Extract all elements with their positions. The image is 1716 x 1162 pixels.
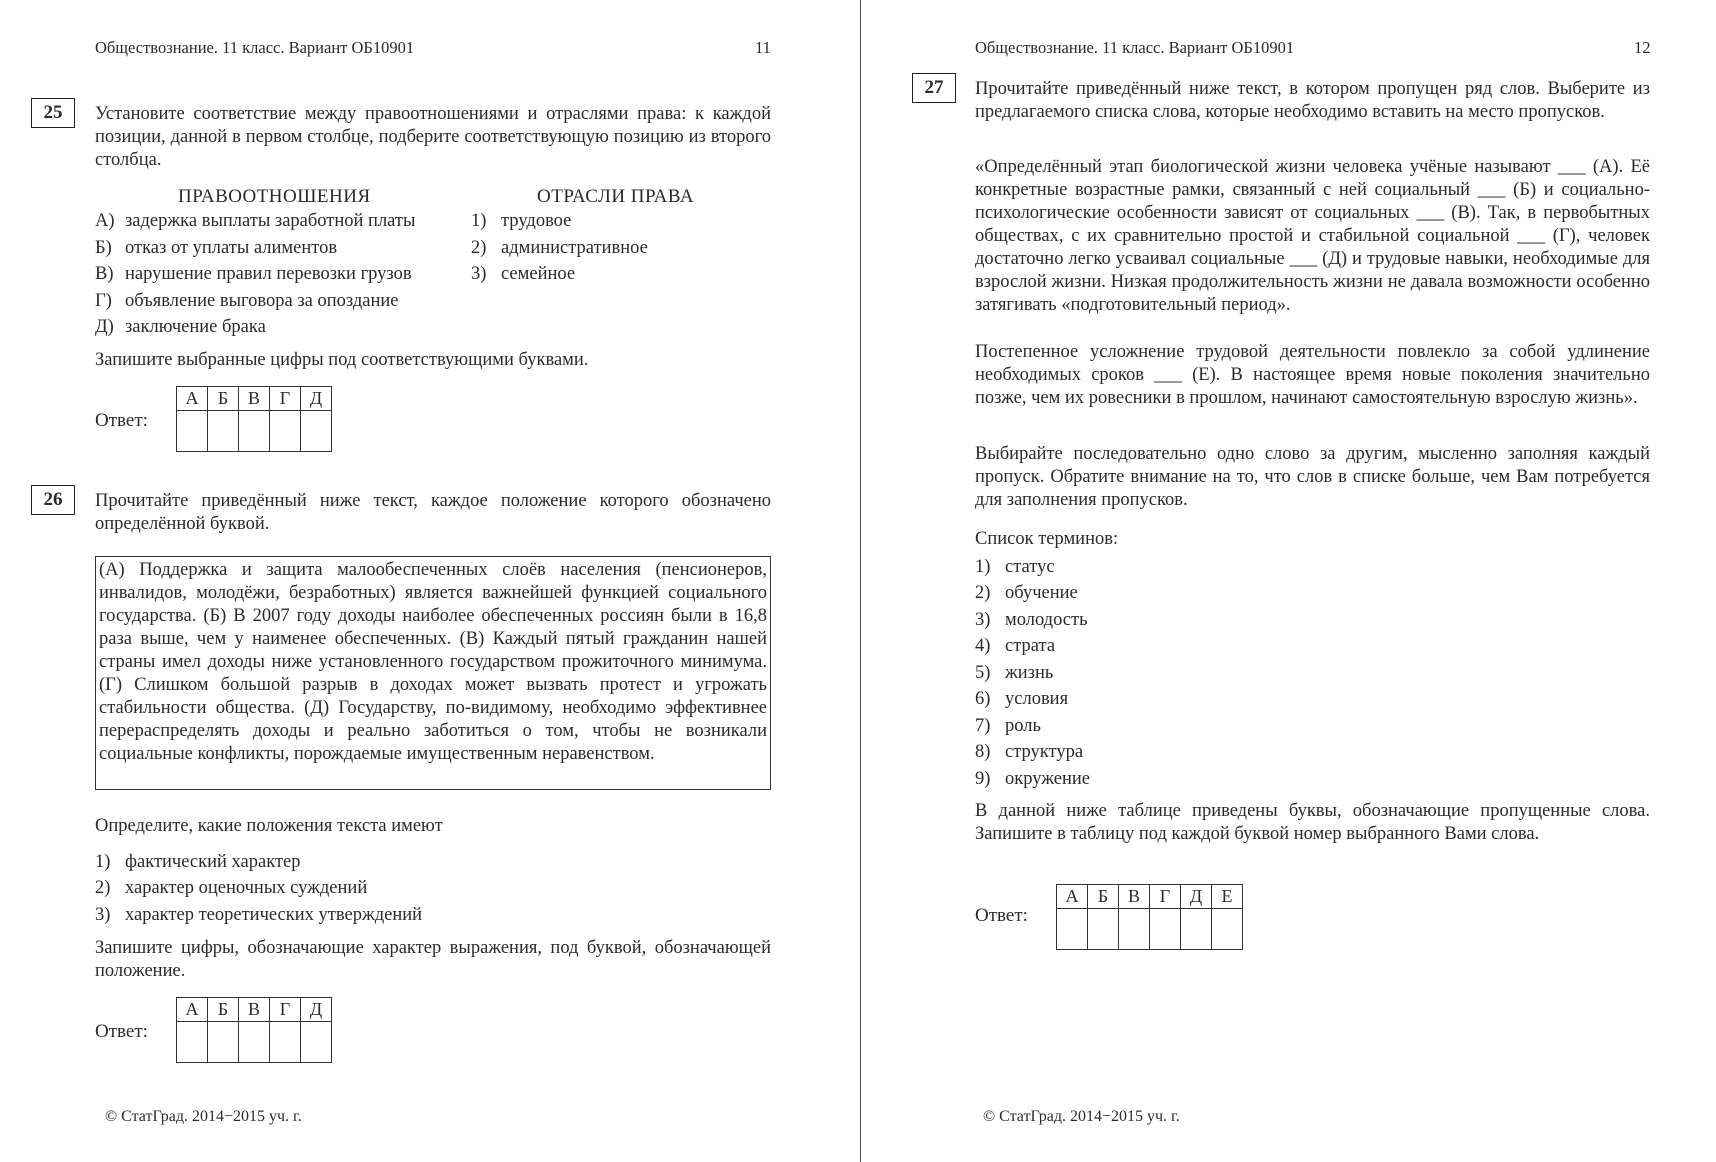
terms-title: Список терминов:	[975, 529, 1119, 549]
answer-letter: А	[1057, 885, 1088, 909]
right-page	[864, 0, 1716, 1162]
answer-cell[interactable]	[208, 411, 239, 452]
answer-label: Ответ:	[95, 1021, 148, 1042]
task26-instruction: Запишите цифры, обозначающие характер выражения, под буквой, обозначающей положение.	[95, 938, 771, 981]
answer-letter: Б	[208, 387, 239, 411]
task26-option: 3) характер теоретических утверждений	[95, 905, 423, 925]
answer-cell[interactable]	[301, 1022, 332, 1063]
task25-instruction: Запишите выбранные цифры под соответствующими буквами.	[95, 350, 589, 370]
answer-cell[interactable]	[1119, 909, 1150, 950]
page-header: Обществознание. 11 класс. Вариант ОБ10901	[95, 38, 415, 57]
task25-right-item: 2) административное	[471, 238, 648, 258]
task27-table-instruction: В данной ниже таблице приведены буквы, обозначающие пропущенные слова. Запишите в таблицу под каждой буквой номер выбранного Вами слова.	[975, 801, 1650, 844]
page-footer: © СтатГрад. 2014−2015 уч. г.	[105, 1108, 302, 1125]
answer-table-25	[176, 386, 332, 452]
answer-letter: В	[239, 998, 270, 1022]
answer-cell[interactable]	[239, 1022, 270, 1063]
term-item: 9) окружение	[975, 769, 1091, 789]
task25-right-item: 1) трудовое	[471, 211, 572, 231]
page-number: 11	[755, 38, 771, 57]
answer-label: Ответ:	[975, 905, 1028, 926]
task27-instruction: Выбирайте последовательно одно слово за другим, мысленно заполняя каждый пропуск. Обратите внимание на то, что слов в списке больше, чем Вам потребуется для заполнения пропусков.	[975, 444, 1650, 510]
answer-letter: В	[1119, 885, 1150, 909]
task25-col2-header: ОТРАСЛИ ПРАВА	[537, 186, 695, 207]
answer-letter: Г	[270, 998, 301, 1022]
page-header: Обществознание. 11 класс. Вариант ОБ10901	[975, 38, 1295, 57]
answer-letter: Б	[208, 998, 239, 1022]
task25-left-item: В) нарушение правил перевозки грузов	[95, 264, 412, 284]
task-number-26: 26	[31, 485, 75, 515]
task25-left-item: Г) объявление выговора за опоздание	[95, 291, 399, 311]
answer-table-26	[176, 997, 332, 1063]
answer-letter: Д	[301, 998, 332, 1022]
answer-letter: А	[177, 998, 208, 1022]
answer-cell[interactable]	[208, 1022, 239, 1063]
answer-letter: Б	[1088, 885, 1119, 909]
answer-letter: Г	[270, 387, 301, 411]
page-divider	[860, 0, 861, 1162]
answer-cell[interactable]	[270, 1022, 301, 1063]
term-item: 8) структура	[975, 742, 1084, 762]
task25-intro: Установите соответствие между правоотношениями и отраслями права: к каждой позиции, данной в первом столбце, подберите соответствующую позицию из второго столбца.	[95, 104, 771, 170]
answer-cell[interactable]	[270, 411, 301, 452]
page-number: 12	[1634, 38, 1651, 57]
task26-option: 1) фактический характер	[95, 852, 301, 872]
term-item: 6) условия	[975, 689, 1069, 709]
answer-letter: Д	[301, 387, 332, 411]
answer-cell[interactable]	[301, 411, 332, 452]
task27-intro: Прочитайте приведённый ниже текст, в котором пропущен ряд слов. Выберите из предлагаемого списка слова, которые необходимо вставить на место пропусков.	[975, 79, 1650, 122]
term-item: 2) обучение	[975, 583, 1078, 603]
term-item: 1) статус	[975, 557, 1055, 577]
answer-letter: Д	[1181, 885, 1212, 909]
term-item: 5) жизнь	[975, 663, 1054, 683]
answer-label: Ответ:	[95, 410, 148, 431]
task26-intro: Прочитайте приведённый ниже текст, каждое положение которого обозначено определённой буквой.	[95, 491, 771, 534]
answer-letter: Е	[1212, 885, 1243, 909]
term-item: 3) молодость	[975, 610, 1088, 630]
answer-cell[interactable]	[1088, 909, 1119, 950]
answer-cell[interactable]	[1057, 909, 1088, 950]
task25-right-item: 3) семейное	[471, 264, 576, 284]
task27-quote-p1: «Определённый этап биологической жизни человека учёные называют ___ (А). Её конкретные возрастные рамки, связанный с ней социальный ___ (Б) и социально-психологические особенности зависят от социальных ___ (В). Так, в первобытных обществах, с их сравнительно простой и стабильной социальной ___ (Г), человек достаточно легко усваивал социальные ___ (Д) и трудовые навыки, необходимые для взрослой жизни. Низкая продолжительность жизни не давала возможности особенно затягивать «подготовительный период».	[975, 157, 1650, 315]
term-item: 7) роль	[975, 716, 1041, 736]
task26-question: Определите, какие положения текста имеют	[95, 816, 443, 836]
answer-cell[interactable]	[1150, 909, 1181, 950]
task-number-27: 27	[912, 73, 956, 103]
answer-cell[interactable]	[1212, 909, 1243, 950]
task25-col1-header: ПРАВООТНОШЕНИЯ	[178, 186, 371, 207]
task27-quote-p2: Постепенное усложнение трудовой деятельности повлекло за собой удлинение необходимых сроков ___ (Е). В настоящее время новые поколения значительно позже, чем их ровесники в прошлом, начинают самостоятельную взрослую жизнь».	[975, 342, 1650, 408]
answer-cell[interactable]	[1181, 909, 1212, 950]
answer-table-27	[1056, 884, 1243, 950]
term-item: 4) страта	[975, 636, 1056, 656]
answer-cell[interactable]	[239, 411, 270, 452]
task26-option: 2) характер оценочных суждений	[95, 878, 368, 898]
task25-left-item: Б) отказ от уплаты алиментов	[95, 238, 338, 258]
answer-letter: Г	[1150, 885, 1181, 909]
answer-cell[interactable]	[177, 411, 208, 452]
task25-left-item: А) задержка выплаты заработной платы	[95, 211, 416, 231]
task25-left-item: Д) заключение брака	[95, 317, 266, 337]
task26-text-box: (А) Поддержка и защита малообеспеченных слоёв населения (пенсионеров, инвалидов, молодёжи, безработных) является важнейшей функцией социального государства. (Б) В 2007 году доходы наиболее обеспеченных россиян были в 16,8 раза выше, чем у наименее обеспеченных. (В) Каждый пятый гражданин нашей страны имел доходы ниже установленного государством прожиточного минимума. (Г) Слишком большой разрыв в доходах может вызвать протест и угрожать стабильности общества. (Д) Государству, по-видимому, необходимо эффективнее перераспределять доходы и реально заботиться о том, чтобы не возникали социальные конфликты, порождаемые имущественным неравенством.	[95, 556, 771, 790]
answer-letter: А	[177, 387, 208, 411]
page-footer: © СтатГрад. 2014−2015 уч. г.	[983, 1108, 1180, 1125]
answer-letter: В	[239, 387, 270, 411]
task-number-25: 25	[31, 98, 75, 128]
answer-cell[interactable]	[177, 1022, 208, 1063]
